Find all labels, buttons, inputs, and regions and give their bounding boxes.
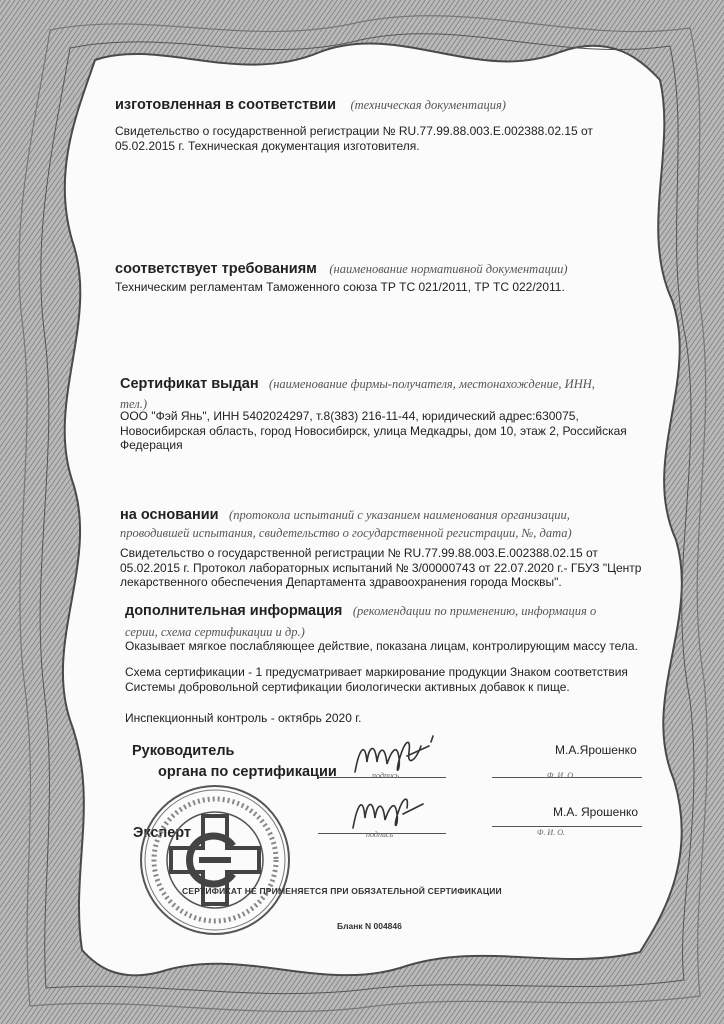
expert-name: М.А. Ярошенко [553, 805, 639, 819]
additional-label: дополнительная информация [125, 603, 343, 619]
issued-hint: (наименование фирмы-получателя, местонахождение, ИНН, [269, 377, 595, 391]
basis-heading [120, 506, 570, 524]
head-fio-caption: Ф. И. О. [547, 771, 575, 780]
additional-p1: Оказывает мягкое послабляющее действие, показана лицам, контролирующим массу тела. [125, 639, 638, 653]
additional-hint: (рекомендации по применению, информация о [352, 604, 597, 618]
complies-label: соответствует требованиям [115, 261, 317, 277]
manufactured-text: Свидетельство о государственной регистрации № RU.77.99.88.003.Е.002388.02.15 от 05.02.2015 г. Техническая документация изготовителя. [115, 124, 593, 153]
issued-label: Сертификат выдан [120, 376, 259, 392]
additional-heading [125, 602, 596, 620]
manufactured-hint: (техническая документация) [350, 98, 506, 112]
basis-hint: (протокола испытаний с указанием наименования организации, [229, 508, 570, 522]
issued-hint-cont: тел.) [120, 397, 148, 411]
complies-text: Техническим регламентам Таможенного союза ТР ТС 021/2011, ТР ТС 022/2011. [115, 280, 565, 294]
expert-signature [345, 786, 435, 836]
complies-hint: (наименование нормативной документации) [329, 262, 568, 276]
issued-text: ООО "Фэй Янь", ИНН 5402024297, т.8(383) 216-11-44, юридический адрес:630075, Новосибирская область, город Новосибирск, улица Медкадры, дом 10, этаж 2, Российская Федерация [120, 409, 627, 452]
complies-heading [115, 260, 568, 278]
basis-label: на основании [120, 507, 219, 523]
expert-label: Эксперт [133, 825, 192, 841]
head-name: М.А.Ярошенко [555, 743, 637, 757]
issued-heading [120, 375, 595, 393]
basis-text: Свидетельство о государственной регистрации № RU.77.99.88.003.Е.002388.02.15 от 05.02.2015 г. Протокол лабораторных испытаний № 3/00000743 от 22.07.2020 г.- ГБУЗ "Центр лекарственного обеспечения Департамента здравоохранения города Москвы". [120, 546, 642, 589]
footer-notice: СЕРТИФИКАТ НЕ ПРИМЕНЯЕТСЯ ПРИ ОБЯЗАТЕЛЬНОЙ СЕРТИФИКАЦИИ [182, 886, 502, 896]
certification-stamp [135, 780, 295, 940]
expert-name-line [492, 826, 642, 827]
basis-hint-cont: проводившей испытания, свидетельство о государственной регистрации, №, дата) [120, 526, 572, 540]
additional-p2: Схема сертификации - 1 предусматривает маркирование продукции Знаком соответствия Системы добровольной сертификации биологически активных добавок к пище. [125, 665, 628, 694]
manufactured-heading [115, 96, 506, 114]
head-signature-caption: подпись [372, 771, 400, 780]
head-label-line2: органа по сертификации [158, 764, 337, 780]
manufactured-label: изготовленная в соответствии [115, 97, 336, 113]
additional-hint-cont: серии, схема сертификации и др.) [125, 625, 305, 639]
head-label-line1: Руководитель [132, 743, 235, 759]
blank-number: Бланк N 004846 [337, 921, 402, 931]
additional-p3: Инспекционный контроль - октябрь 2020 г. [125, 711, 362, 725]
expert-signature-caption: подпись [366, 830, 394, 839]
expert-fio-caption: Ф. И. О. [537, 828, 565, 837]
